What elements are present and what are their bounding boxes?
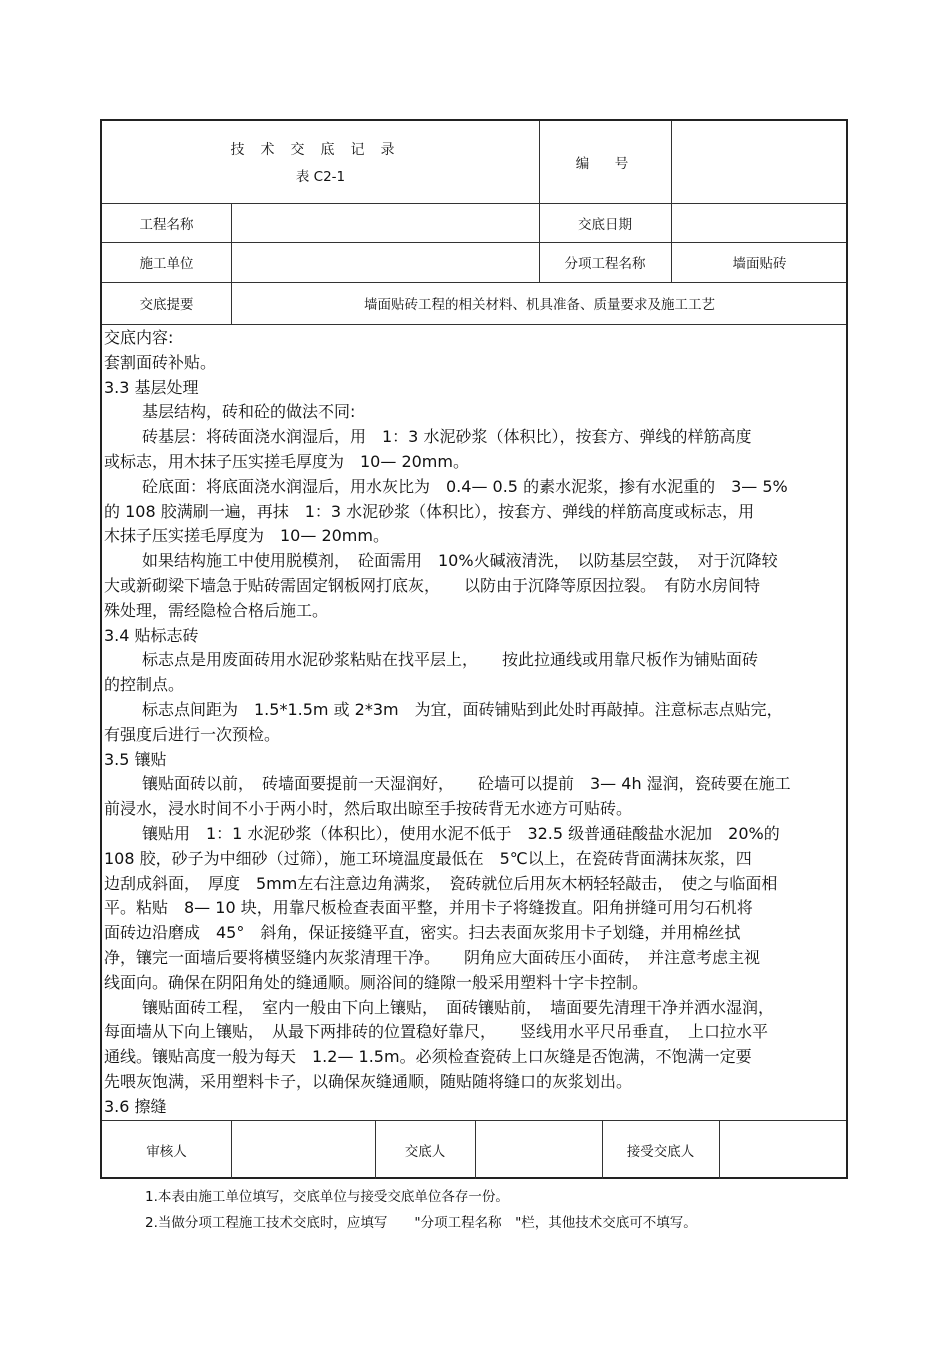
- content-line: 3.5 镶贴: [104, 749, 167, 769]
- content-line: 的控制点。: [104, 675, 185, 695]
- content-line: 净，镶完一面墙后要将横竖缝内灰浆清理干净。 阴角应大面砖压小面砖， 并注意考虑主视: [104, 947, 761, 967]
- form-title: 技术交底记录: [230, 142, 411, 158]
- content-line: 标志点是用废面砖用水泥砂浆粘贴在找平层上， 按此拉通线或用靠尺板作为铺贴面砖: [142, 650, 759, 670]
- content-line: 面砖边沿磨成 45° 斜角，保证接缝平直，密实。扫去表面灰浆用卡子划缝，并用棉丝拭: [104, 923, 741, 943]
- summary-label: 交底提要: [139, 297, 194, 313]
- content-line: 镶贴面砖工程， 室内一般由下向上镶贴， 面砖镶贴前， 墙面要先清理干净并洒水湿润，: [142, 997, 775, 1017]
- content-line: 每面墙从下向上镶贴， 从最下两排砖的位置稳好靠尺， 竖线用水平尺吊垂直， 上口拉水平: [104, 1022, 769, 1042]
- content-line: 镶贴面砖以前， 砖墙面要提前一天湿润好， 砼墙可以提前 3— 4h 湿润，瓷砖要在施工: [142, 774, 791, 794]
- form-number: 表 C2-1: [295, 169, 346, 185]
- receiver-field[interactable]: [719, 1120, 848, 1179]
- receiver-label: 接受交底人: [626, 1143, 695, 1160]
- note-line: 1.本表由施工单位填写，交底单位与接受交底单位各存一份。: [145, 1189, 509, 1205]
- content-line: 标志点间距为 1.5*1.5m 或 2*3m 为宜，面砖铺贴到此处时再敲掉。注意标志点贴完，: [142, 699, 783, 719]
- content-line: 通线。镶贴高度一般为每天 1.2— 1.5m。必须检查瓷砖上口灰缝是否饱满，不饱满一定要: [104, 1047, 752, 1067]
- content-line: 镶贴用 1：1 水泥砂浆（体积比），使用水泥不低于 32.5 级普通硅酸盐水泥加 20%的: [142, 823, 780, 843]
- form-notes: [145, 1184, 697, 1236]
- content-line: 3.3 基层处理: [104, 377, 199, 397]
- project-name-label: 工程名称: [139, 216, 194, 233]
- sub-project-field[interactable]: 墙面贴砖: [732, 256, 787, 272]
- disclosure-record-form: [100, 119, 848, 1179]
- content-line: 有强度后进行一次预检。: [104, 724, 281, 744]
- project-name-field[interactable]: [231, 203, 539, 242]
- content-line: 的 108 胶满刷一遍，再抹 1：3 水泥砂浆（体积比），按套方、弹线的样筋高度或标志，用: [104, 501, 755, 521]
- content-line: 砖基层：将砖面浇水润湿后，用 1：3 水泥砂浆（体积比），按套方、弹线的样筋高度: [142, 427, 752, 447]
- date-field[interactable]: [671, 203, 848, 242]
- construction-unit-field[interactable]: [231, 242, 539, 282]
- content-line: 边刮成斜面， 厚度 5mm左右注意边角满浆， 瓷砖就位后用灰木柄轻轻敲击， 使之与临面相: [104, 873, 778, 893]
- content-line: 或标志，用木抹子压实搓毛厚度为 10— 20mm。: [104, 451, 469, 471]
- content-line: 3.6 擦缝: [104, 1096, 167, 1116]
- content-line: 108 胶，砂子为中细砂（过筛），施工环境温度最低在 5℃以上，在瓷砖背面满抹灰浆，四: [104, 848, 752, 868]
- note-line: 2.当做分项工程施工技术交底时，应填写 "分项工程名称 "栏，其他技术交底可不填写。: [145, 1215, 697, 1231]
- row-divider: [102, 324, 846, 325]
- construction-unit-label: 施工单位: [139, 256, 194, 272]
- presenter-field[interactable]: [475, 1120, 602, 1179]
- content-line: 砼底面：将底面浇水润湿后，用水灰比为 0.4— 0.5 的素水泥浆，掺有水泥重的 3— 5%: [142, 476, 788, 496]
- content-line: 如果结构施工中使用脱模剂， 砼面需用 10%火碱液清洗， 以防基层空鼓， 对于沉降较: [142, 551, 778, 571]
- disclosure-content: [104, 326, 842, 1120]
- summary-field[interactable]: 墙面贴砖工程的相关材料、机具准备、质量要求及施工工艺: [364, 297, 715, 313]
- presenter-label: 交底人: [404, 1143, 446, 1160]
- number-value[interactable]: [671, 121, 848, 203]
- content-line: 前浸水，浸水时间不小于两小时，然后取出晾至手按砖背无水迹方可贴砖。: [104, 799, 633, 819]
- sub-project-label: 分项工程名称: [564, 256, 646, 272]
- content-line: 木抹子压实搓毛厚度为 10— 20mm。: [104, 526, 389, 546]
- date-label: 交底日期: [578, 216, 632, 233]
- content-line: 大或新砌梁下墙急于贴砖需固定钢板网打底灰， 以防由于沉降等原因拉裂。 有防水房间特: [104, 575, 761, 595]
- reviewer-label: 审核人: [146, 1143, 187, 1160]
- content-line: 3.4 贴标志砖: [104, 625, 199, 645]
- content-line: 殊处理，需经隐检合格后施工。: [104, 600, 329, 620]
- content-line: 交底内容:: [104, 328, 174, 347]
- content-line: 线面向。确保在阴阳角处的缝通顺。厕浴间的缝隙一般采用塑料十字卡控制。: [104, 972, 649, 992]
- content-line: 基层结构，砖和砼的做法不同:: [142, 402, 356, 422]
- content-line: 套割面砖补贴。: [104, 352, 217, 372]
- content-line: 先喂灰饱满，采用塑料卡子，以确保灰缝通顺，随贴随将缝口的灰浆划出。: [104, 1071, 633, 1091]
- reviewer-field[interactable]: [231, 1120, 375, 1179]
- number-label: 编 号: [575, 156, 635, 172]
- content-line: 平。粘贴 8— 10 块，用靠尺板检查表面平整，并用卡子将缝拨直。阳角拼缝可用匀石机将: [104, 898, 753, 918]
